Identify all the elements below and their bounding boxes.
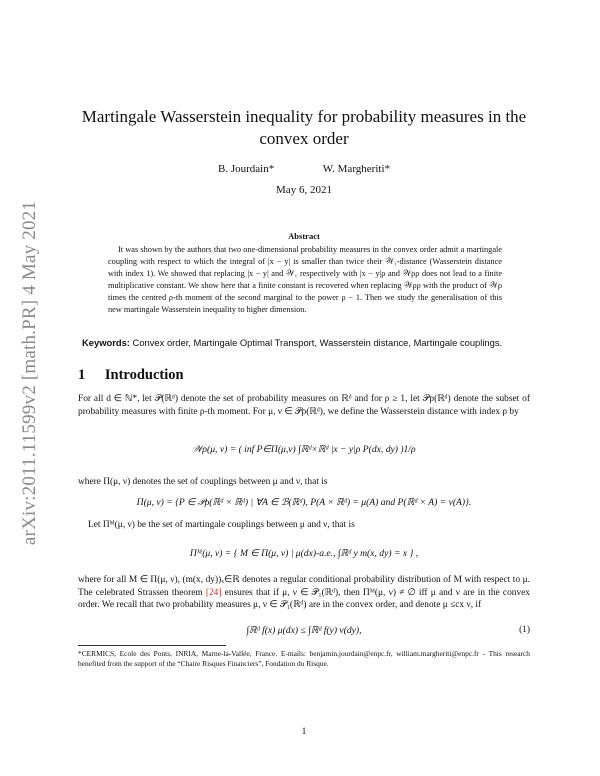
paragraph-4-part-b: ensures that if μ, ν ∈ 𝒫₁(ℝᵈ), then Πᴹ(μ, ν) ≠ ∅ iff μ and ν are in the convex order. We recall that two probability measures μ, ν ∈ 𝒫₁(ℝᵈ) are in the convex order, and denote μ ≤cx ν, if <box>78 587 530 610</box>
title-line-2: convex order <box>259 129 349 148</box>
paragraph-2: where Π(μ, ν) denotes the set of couplings between μ and ν, that is <box>78 477 328 487</box>
keywords <box>82 337 532 348</box>
page-number: 1 <box>301 727 307 737</box>
paragraph-3: Let Πᴹ(μ, ν) be the set of martingale couplings between μ and ν, that is <box>88 520 355 530</box>
arxiv-identifier: arXiv:2011.11599v2 [math.PR] 4 May 2021 <box>19 200 40 546</box>
footnote: *CERMICS, Ecole des Ponts, INRIA, Marne-la-Vallée, France. E-mails: benjamin.jourdain@enpc.fr, william.margheriti@enpc.fr - This research benefited from the support of the “Chaire Risques Financiers”, Fondation du Risque. <box>78 649 530 668</box>
keywords-label: Keywords: <box>82 337 130 348</box>
equation-convex-order: ∫ℝᵈ f(x) μ(dx) ≤ ∫ℝᵈ f(y) ν(dy), <box>246 625 362 636</box>
paper-date: May 6, 2021 <box>276 184 332 196</box>
arxiv-sidebar <box>16 178 44 568</box>
equation-couplings: Π(μ, ν) = {P ∈ 𝒫ρ(ℝᵈ × ℝᵈ) | ∀A ∈ ℬ(ℝᵈ), P(A × ℝᵈ) = μ(A) and P(ℝᵈ × A) = ν(A)}. <box>136 497 472 508</box>
abstract-heading: Abstract <box>288 231 320 241</box>
paragraph-1: For all d ∈ ℕ*, let 𝒫(ℝᵈ) denote the set of probability measures on ℝᵈ and for ρ ≥ 1, let 𝒫ρ(ℝᵈ) denote the subset of probability measures with finite ρ-th moment. For μ, ν ∈ 𝒫ρ(ℝᵈ), we define the Wasserstein distance with index ρ by <box>78 394 530 417</box>
abstract-body: It was shown by the authors that two one-dimensional probability measures in the convex order admit a martingale coupling with respect to which the integral of |x − y| is smaller than twice their 𝒲₁-distance (Wasserstein distance with index 1). We showed that replacing |x − y| and 𝒲₁ respectively with |x − y|ρ and 𝒲ρρ does not lead to a finite multiplicative constant. We show here that a finite constant is recovered when replacing 𝒲ρρ with the product of 𝒲ρ times the centred ρ-th moment of the second marginal to the power ρ − 1. Then we study the generalisation of this new martingale Wasserstein inequality to higher dimension. <box>108 245 502 314</box>
keywords-text: Convex order, Martingale Optimal Transport, Wasserstein distance, Martingale couplings. <box>132 337 503 348</box>
citation-link[interactable]: [24] <box>205 587 222 598</box>
footnote-rule <box>78 645 226 646</box>
paragraph-4-part-a: where for all M ∈ Π(μ, ν), (m(x, dy))ₓ∈ℝ denotes a regular conditional probability distribution of M with respect to μ. The celebrated Strassen theorem <box>78 575 530 598</box>
paper-title <box>78 106 530 150</box>
equation-martingale-couplings: Πᴹ(μ, ν) = { M ∈ Π(μ, ν) | μ(dx)-a.e., ∫ℝᵈ y m(x, dy) = x } , <box>189 548 419 559</box>
equation-number: (1) <box>519 625 530 635</box>
section-number: 1 <box>78 367 86 383</box>
title-line-1: Martingale Wasserstein inequality for probability measures in the <box>81 107 527 126</box>
paragraph-4 <box>78 574 530 612</box>
author-jourdain: B. Jourdain* <box>217 163 275 175</box>
section-title: Introduction <box>104 367 184 383</box>
author-margheriti: W. Margheriti* <box>322 163 390 175</box>
section-heading <box>78 367 184 384</box>
author-list <box>78 163 530 175</box>
equation-wasserstein: 𝒲ρ(μ, ν) = ( inf P∈Π(μ,ν) ∫ℝᵈ×ℝᵈ |x − y|ρ P(dx, dy) )1/ρ <box>192 444 416 455</box>
